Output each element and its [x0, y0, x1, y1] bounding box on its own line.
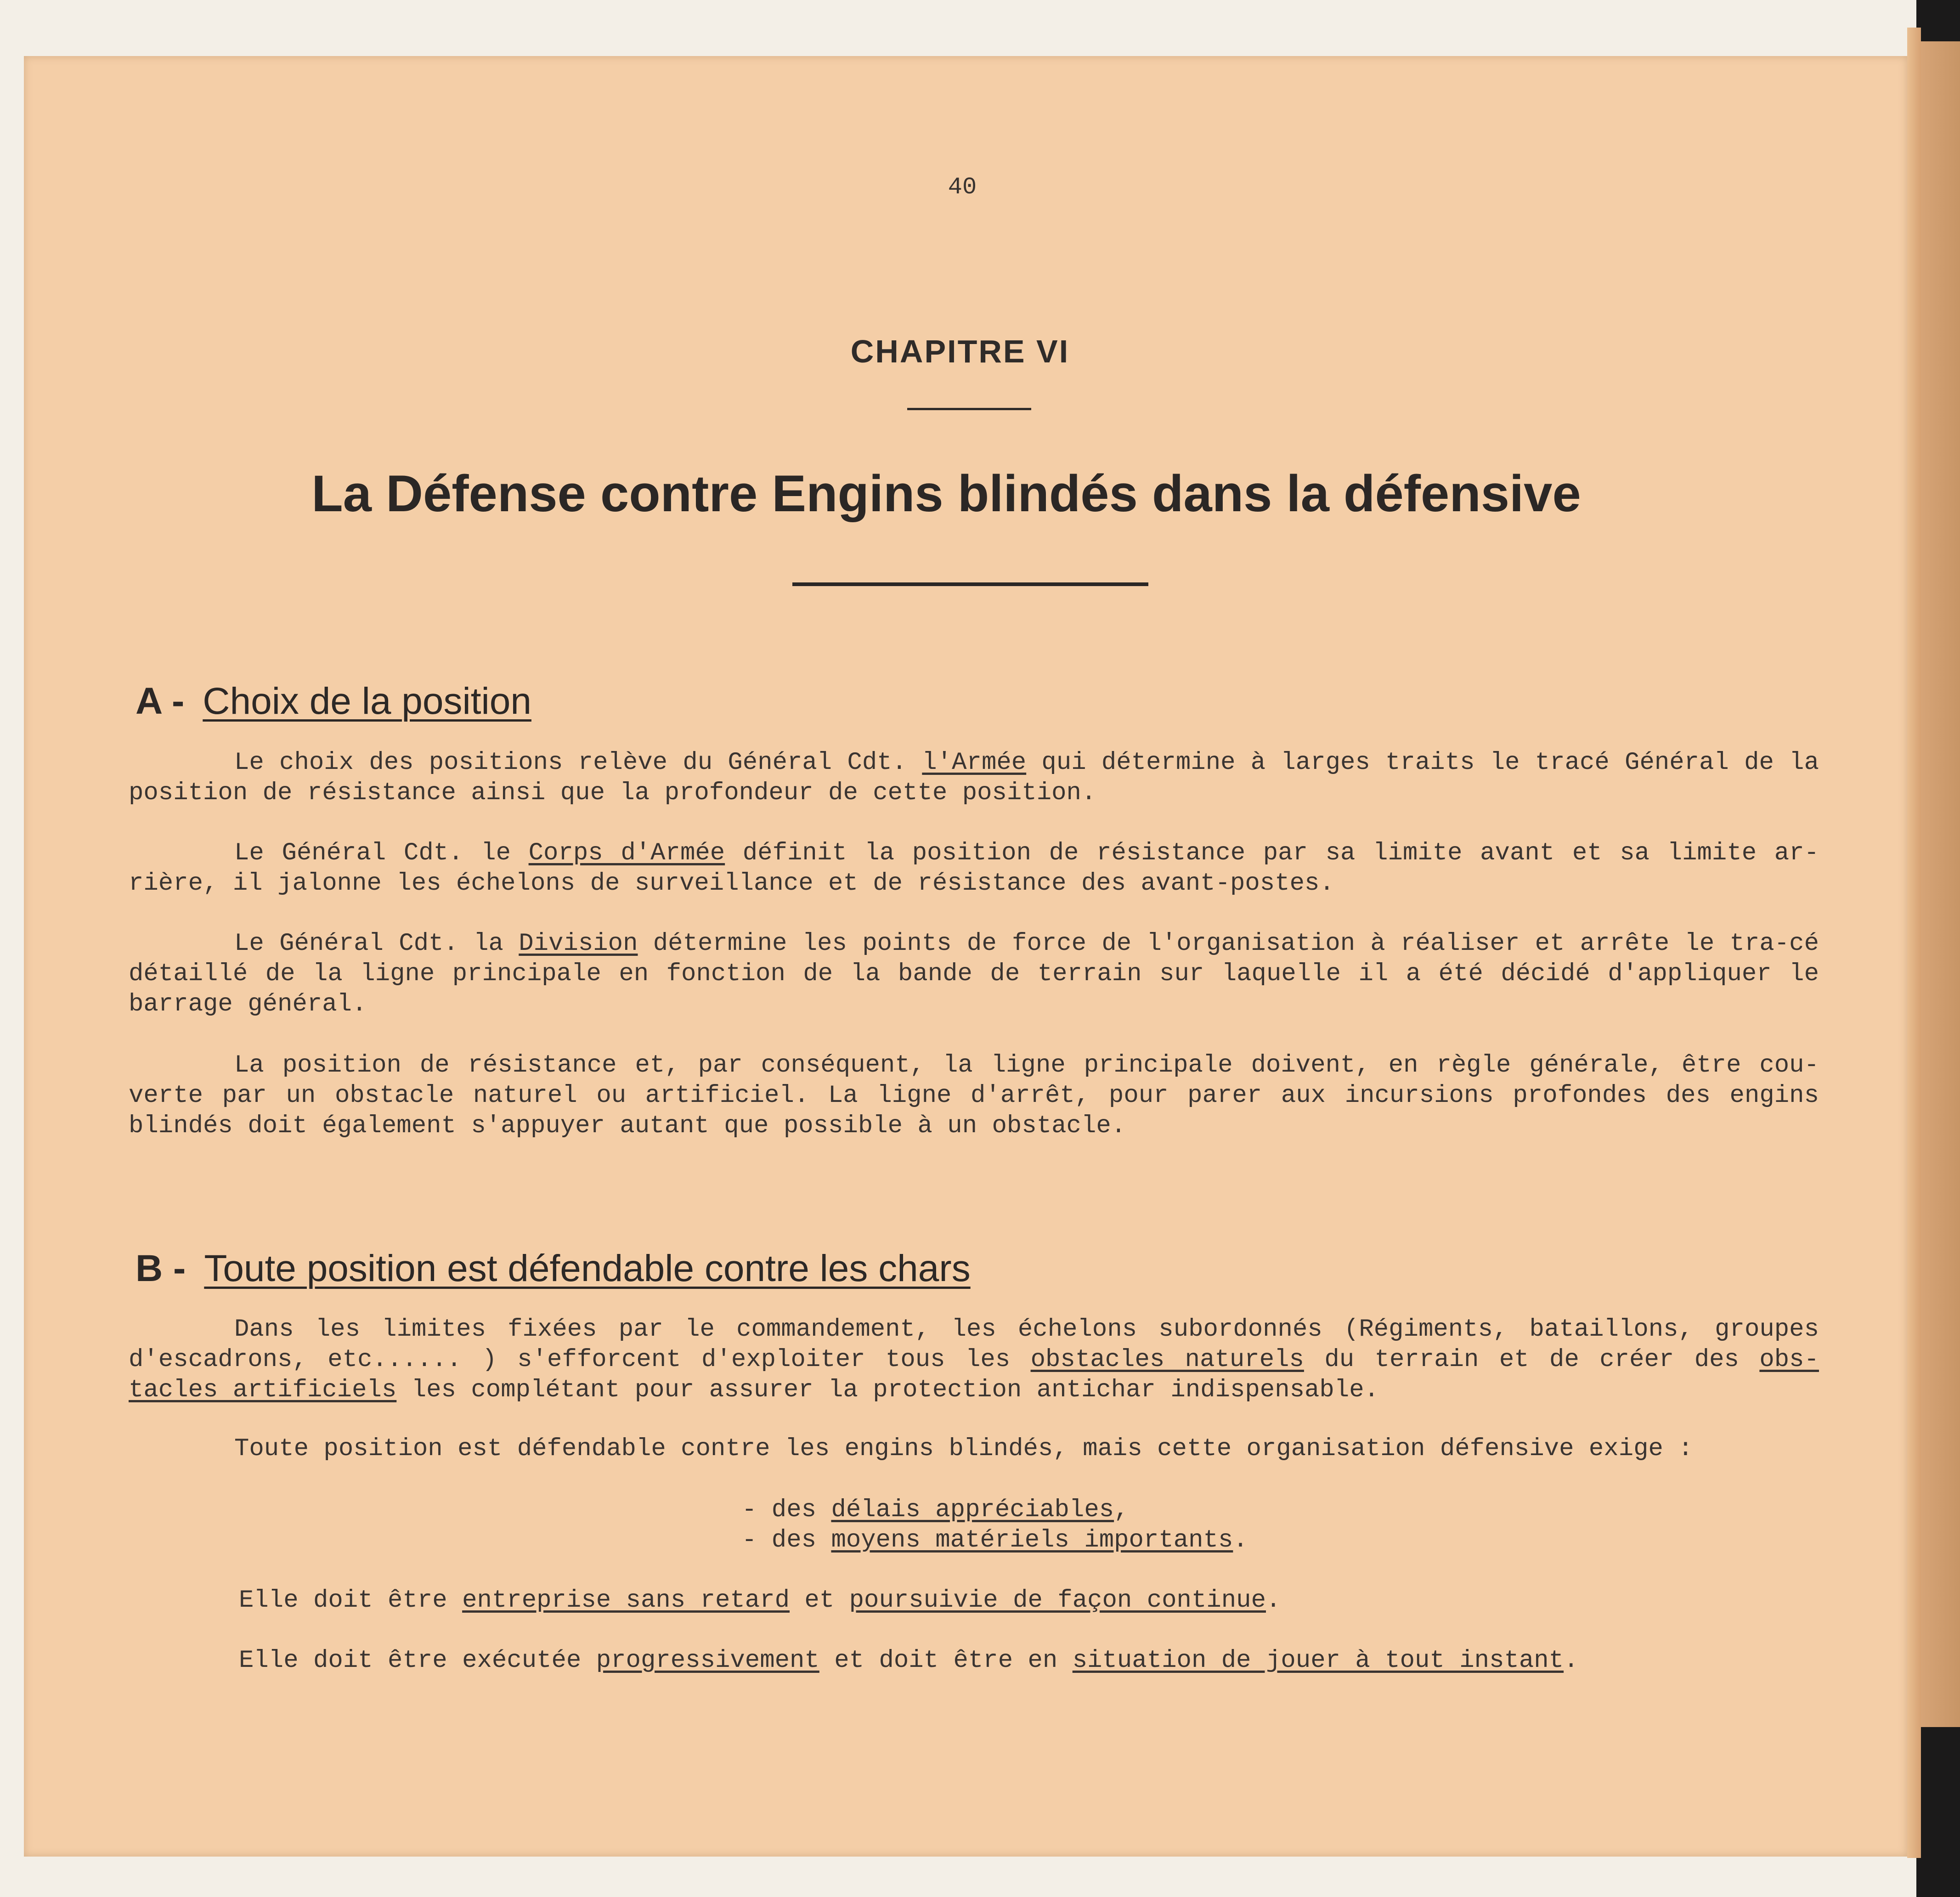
- list-suffix: .: [1233, 1526, 1248, 1554]
- underlined-term: l'Armée: [922, 749, 1027, 777]
- paragraph-text: du terrain et de créer des: [1304, 1346, 1760, 1374]
- paragraph-text: Toute position est défendable contre les engins blindés, mais cette organisation défensive exige :: [234, 1435, 1693, 1463]
- paragraph-text: détermine les points de force de l'organisation à réaliser et arrête le tra-cé détaillé de la ligne principale en fonction de la bande de terrain sur laquelle il a été décidé d'appliquer le barrage général.: [129, 930, 1819, 1018]
- section-a-heading: [136, 680, 531, 723]
- paragraph-text: définit la position de résistance par sa limite avant et sa limite ar-rière, il jalonne les échelons de surveillance et de résistance des avant-postes.: [129, 839, 1819, 898]
- paragraph-b3: [239, 1586, 1819, 1616]
- underlined-term: progressivement: [596, 1647, 819, 1675]
- section-b-letter: B -: [136, 1248, 186, 1289]
- paragraph-text: Elle doit être exécutée: [239, 1647, 596, 1675]
- binding-bottom: [1916, 1727, 1960, 1897]
- underlined-term: délais appréciables: [831, 1496, 1114, 1524]
- paragraph-text: Elle doit être: [239, 1586, 463, 1615]
- paragraph-text: La position de résistance et, par conséquent, la ligne principale doivent, en règle générale, être cou-verte par un obstacle naturel ou artificiel. La ligne d'arrêt, pour parer aux incursions profondes des engins blindés doit également s'appuyer autant que possible à un obstacle.: [129, 1051, 1819, 1140]
- list-prefix: - des: [742, 1496, 831, 1524]
- paragraph-text: .: [1564, 1647, 1579, 1675]
- page-edge: [1907, 28, 1921, 1858]
- underlined-term: situation de jouer à tout instant: [1072, 1647, 1564, 1675]
- paragraph-text: les complétant pour assurer la protection antichar indispensable.: [396, 1376, 1379, 1404]
- underlined-term: poursuivie de façon continue: [849, 1586, 1266, 1615]
- page-number: 40: [948, 174, 977, 201]
- chapter-title: La Défense contre Engins blindés dans la défensive: [311, 465, 1581, 522]
- underlined-term: moyens matériels importants: [831, 1526, 1233, 1554]
- paragraph-b2: [129, 1434, 1819, 1464]
- underlined-term: Corps d'Armée: [528, 839, 725, 867]
- section-a-title: Choix de la position: [203, 680, 531, 722]
- list-item: [742, 1525, 1248, 1556]
- paragraph-a2: [129, 838, 1819, 899]
- paragraph-a4: [129, 1050, 1819, 1141]
- paragraph-text: Dans les limites fixées par le commandement, les échelons subordonnés (Régiments, bataillons, groupes d'escadrons, etc...... ) s'efforcent d'exploiter tous les: [129, 1315, 1819, 1374]
- binding-top: [1916, 0, 1960, 41]
- paragraph-text: et doit être en: [819, 1647, 1073, 1675]
- paragraph-text: .: [1266, 1586, 1281, 1615]
- underlined-term: obs-tacles artificiels: [129, 1346, 1819, 1404]
- paragraph-a3: [129, 929, 1819, 1020]
- chapter-label: CHAPITRE VI: [850, 333, 1070, 369]
- paragraph-b1: [129, 1315, 1819, 1406]
- underlined-term: entreprise sans retard: [462, 1586, 790, 1615]
- paragraph-text: Le choix des positions relève du Général Cdt.: [234, 749, 922, 777]
- section-b-heading: [136, 1247, 971, 1290]
- paragraph-text: Le Général Cdt. le: [234, 839, 529, 867]
- title-rule: [792, 582, 1148, 586]
- list-suffix: ,: [1114, 1496, 1129, 1524]
- section-a-letter: A -: [136, 680, 185, 722]
- paragraph-a1: [129, 748, 1819, 808]
- list-item: [742, 1495, 1129, 1525]
- list-prefix: - des: [742, 1526, 831, 1554]
- underlined-term: Division: [519, 930, 638, 958]
- section-b-title: Toute position est défendable contre les chars: [204, 1248, 971, 1289]
- paragraph-text: et: [790, 1586, 849, 1615]
- underlined-term: obstacles naturels: [1030, 1346, 1304, 1374]
- paragraph-b4: [239, 1646, 1819, 1676]
- chapter-rule: [907, 408, 1031, 410]
- paragraph-text: qui détermine à larges traits le tracé Général de la position de résistance ainsi que la profondeur de cette position.: [129, 749, 1819, 807]
- book-spine: [1916, 41, 1960, 1727]
- paragraph-text: Le Général Cdt. la: [234, 930, 519, 958]
